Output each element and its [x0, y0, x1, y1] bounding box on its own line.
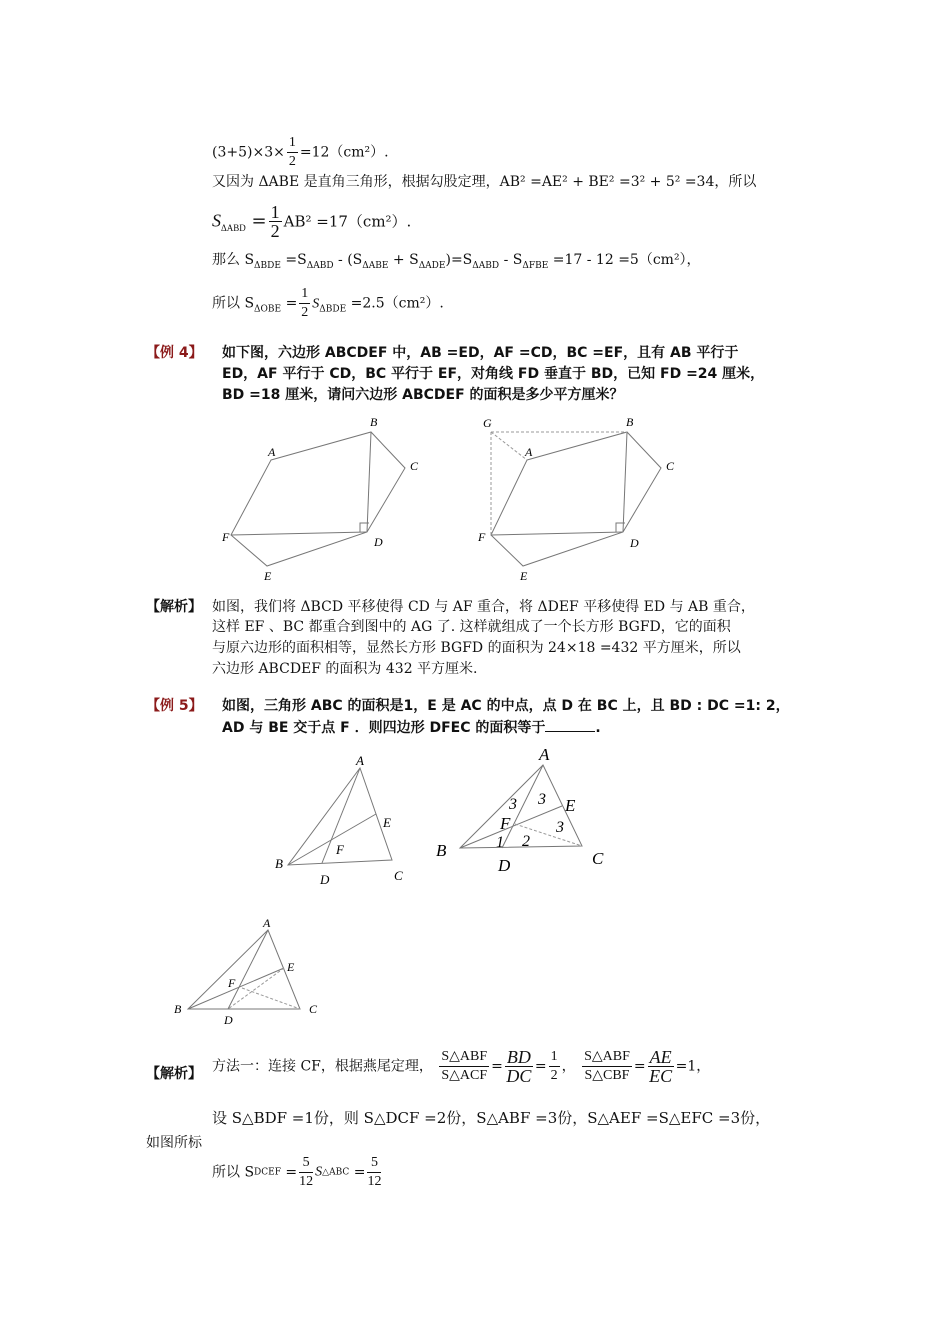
fraction: $\frac{1}{2}$: [550, 1049, 558, 1083]
label-b: B: [626, 415, 634, 429]
label-f: F: [228, 976, 236, 990]
solution-5-label: 【解析】: [146, 1066, 202, 1082]
label-d: D: [630, 536, 639, 550]
area-abd-line: $S_{\Delta ABD}$ = $\frac{1}{2}$ AB² =17（cm²）.: [212, 202, 412, 241]
example-4-text-1: 如下图，六边形 ABCDEF 中，AB =ED，AF =CD，BC =EF，且有 AB 平行于: [222, 345, 739, 361]
area-obe-line: 所以 $S_{\Delta OBE}$ = $\frac{1}{2}$ $S_{\Delta BDE} =2.5(cm^2)$.: [212, 286, 444, 320]
area-number: 2: [522, 833, 530, 850]
solution-5-text-3: 如图所标: [146, 1135, 202, 1151]
label-a: A: [525, 445, 533, 459]
label-e: E: [287, 960, 295, 974]
label-d: D: [320, 872, 330, 887]
fraction: $\frac{1}{2}$: [301, 286, 309, 320]
calc-text: (3+5)×3×: [212, 144, 285, 161]
example-5-label: 【例 5】: [146, 698, 203, 714]
area-number: 3: [509, 796, 517, 813]
pythagoras-line: 又因为 ΔABE 是直角三角形，根据勾股定理，AB² =AE² + BE² =3² + 5² =34，所以: [212, 174, 757, 190]
label-b: B: [275, 856, 283, 871]
label-g: G: [483, 416, 492, 430]
solution-4-text-2: 这样 EF 、BC 都重合到图中的 AG 了. 这样就组成了一个长方形 BGFD，它的面积: [212, 619, 731, 635]
example-4-text-2: ED，AF 平行于 CD，BC 平行于 EF，对角线 FD 垂直于 BD，已知 FD =24 厘米，: [222, 366, 765, 382]
fraction: $\frac{BD}{DC}$: [506, 1047, 532, 1086]
fraction: $\frac{\text{S△ABF}}{\text{S△CBF}}$: [584, 1049, 630, 1083]
label-c: C: [309, 1002, 318, 1016]
label-f: F: [222, 530, 230, 544]
label-f: F: [500, 814, 511, 833]
label-b: B: [174, 1002, 182, 1016]
solution-4-text-4: 六边形 ABCDEF 的面积为 432 平方厘米.: [212, 661, 478, 677]
hexagon-rectangle-figure: [475, 410, 685, 590]
label-a: A: [539, 745, 550, 764]
example-4-label: 【例 4】: [146, 345, 203, 361]
calc-line-1: [212, 134, 389, 171]
label-f: F: [336, 842, 344, 857]
label-c: C: [394, 868, 403, 883]
triangle-figure-3: [170, 912, 330, 1027]
label-d: D: [498, 856, 511, 875]
area-number: 3: [556, 819, 564, 836]
label-c: C: [666, 459, 675, 473]
label-c: C: [592, 849, 604, 868]
label-d: D: [374, 535, 383, 549]
example-4-text-3: BD =18 厘米，请问六边形 ABCDEF 的面积是多少平方厘米？: [222, 387, 624, 403]
area-number: 1: [496, 834, 504, 851]
fraction: $\frac{5}{12}$: [367, 1155, 382, 1189]
solution-4-label: 【解析】: [146, 599, 202, 615]
example-5-text-2: AD 与 BE 交于点 F ．则四边形 DFEC 的面积等于 .: [222, 717, 601, 738]
label-e: E: [383, 815, 391, 830]
label-e: E: [264, 569, 272, 583]
label-b: B: [370, 415, 378, 429]
label-a: A: [263, 916, 271, 930]
calc-text: =12（cm²）.: [299, 144, 389, 161]
fraction: $\frac{1}{2}$: [288, 135, 296, 169]
solution-5-result: 所以 SDCEF = $\frac{5}{12}$ S△ABC = $\frac{5}{12}$: [212, 1155, 382, 1189]
fraction: $\frac{1}{2}$: [270, 202, 280, 241]
triangle-figure-1: [270, 750, 420, 890]
label-f: F: [478, 530, 486, 544]
triangle-figure-2: [430, 740, 620, 880]
hexagon-figure: [215, 410, 425, 590]
solution-5-formula: 方法一：连接 CF，根据燕尾定理， $\frac{\text{S△ABF}}{\text{S△ACF}}$ = $\frac{BD}{DC}$ = $\frac{1}{2}$ ， $\frac{\text{S△ABF}}{\text{S△CBF}}$ = $\frac{AE}{EC}$ =1，: [212, 1047, 711, 1086]
label-e: E: [565, 796, 576, 815]
label-e: E: [520, 569, 528, 583]
label-a: A: [268, 445, 276, 459]
solution-4-text-3: 与原六边形的面积相等，显然长方形 BGFD 的面积为 24×18 =432 平方厘米，所以: [212, 640, 741, 656]
answer-blank: [545, 717, 595, 732]
label-d: D: [224, 1013, 233, 1027]
label-b: B: [436, 841, 447, 860]
fraction: $\frac{AE}{EC}$: [649, 1047, 673, 1086]
area-bde-line: 那么 $S_{\Delta BDE} =S_{\Delta ABD} - (S_{\Delta ABE} + S_{\Delta ADE})=S_{\Delta ABD} - S_{\Delta FBE} =17 - 12 =5(cm^2)$，: [212, 252, 701, 271]
area-number: 3: [538, 791, 546, 808]
example-5-text-1: 如图，三角形 ABC 的面积是1，E 是 AC 的中点，点 D 在 BC 上，且 BD : DC =1: 2，: [222, 698, 790, 714]
fraction: $\frac{5}{12}$: [299, 1155, 314, 1189]
solution-4-text-1: 如图，我们将 ΔBCD 平移使得 CD 与 AF 重合，将 ΔDEF 平移使得 ED 与 AB 重合，: [212, 599, 755, 615]
label-c: C: [410, 459, 419, 473]
fraction: $\frac{\text{S△ABF}}{\text{S△ACF}}$: [441, 1049, 488, 1083]
solution-5-text-2: 设 S△BDF =1份，则 S△DCF =2份，S△ABF =3份，S△AEF =S△EFC =3份，: [212, 1109, 771, 1127]
label-a: A: [356, 753, 364, 768]
